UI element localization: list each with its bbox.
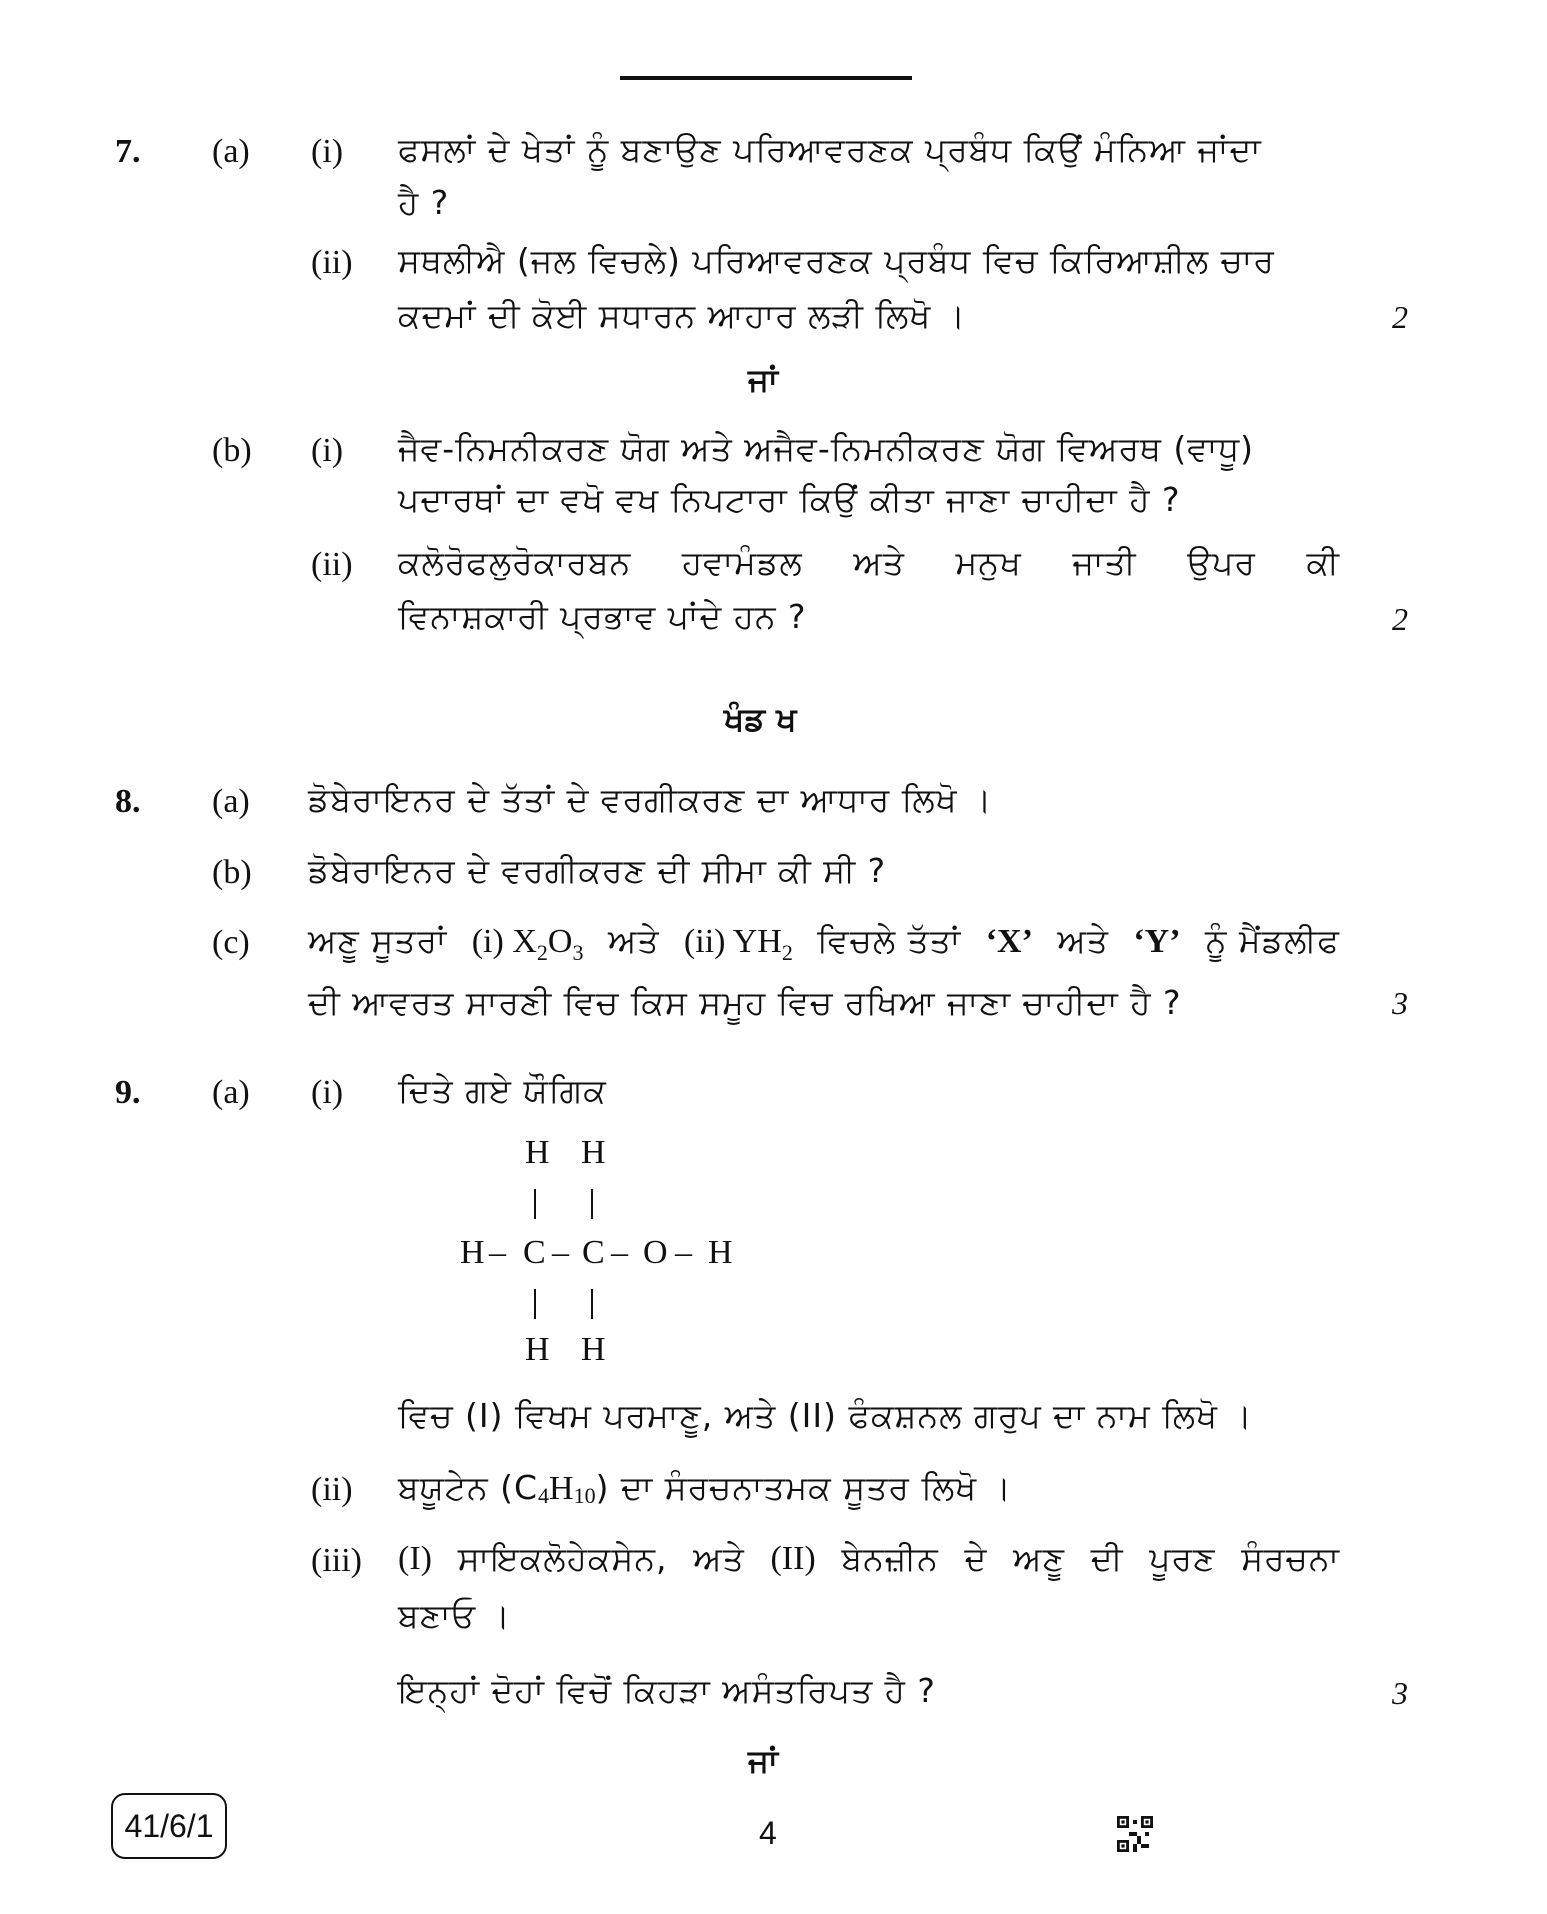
text-segment: ਅਤੇ <box>607 921 660 960</box>
atom-h: H <box>581 1134 606 1171</box>
text-segment: ਵਿਚਲੇ ਤੱਤਾਂ <box>817 921 962 960</box>
formula-yh2: (ii) $YH_2$ <box>683 923 793 965</box>
q7a-marks: 2 <box>1392 299 1408 335</box>
q8-a-text: ਡੋਬੇਰਾਇਨਰ ਦੇ ਤੱਤਾਂ ਦੇ ਵਰਗੀਕਰਣ ਦਾ ਆਧਾਰ ਲਿਖੋ । <box>308 780 993 819</box>
q8-b-text: ਡੋਬੇਰਾਇਨਰ ਦੇ ਵਰਗੀਕਰਣ ਦੀ ਸੀਮਾ ਕੀ ਸੀ ? <box>308 851 887 890</box>
atom-c: C <box>523 1234 546 1271</box>
bond-horizontal: – <box>489 1234 506 1271</box>
question-number-9: 9. <box>115 1074 141 1111</box>
section-heading: ਖੰਡ ਖ <box>724 700 797 738</box>
page-number: 4 <box>759 1815 777 1851</box>
question-number-7: 7. <box>115 133 141 170</box>
word: (II) <box>770 1540 816 1577</box>
word: ਅਤੇ <box>853 543 905 582</box>
word: ਉਪਰ <box>1187 543 1256 582</box>
q7a-i-line2: ਹੈ ? <box>398 183 450 222</box>
word: ਸਾਇਕਲੋਹੇਕਸੇਨ, <box>457 1539 668 1578</box>
q7b-ii-line2: ਵਿਨਾਸ਼ਕਾਰੀ ਪ੍ਰਭਾਵ ਪਾਂਦੇ ਹਨ ? <box>398 597 807 636</box>
element-x: ‘X’ <box>985 923 1033 960</box>
word: ਦੇ <box>964 1539 988 1578</box>
word: (I) <box>398 1540 432 1577</box>
q8-part-b-label: (b) <box>212 854 252 891</box>
text-segment: ਬਯੂਟੇਨ (C <box>398 1468 538 1507</box>
q9a-i-intro: ਦਿਤੇ ਗਏ ਯੌਗਿਕ <box>398 1071 607 1110</box>
q9a-iii-line1 <box>398 1539 1340 1578</box>
bond-vertical <box>534 1289 536 1319</box>
q7b-sub-ii-label: (ii) <box>311 546 353 583</box>
text-segment: ਅਣੂ ਸੂਤਰਾਂ <box>308 921 448 960</box>
bond-horizontal: – <box>675 1234 692 1271</box>
word: ਅਣੂ <box>1013 1539 1065 1578</box>
q7a-sub-ii-label: (ii) <box>311 244 353 281</box>
word: ਅਤੇ <box>693 1539 745 1578</box>
q8-part-c-label: (c) <box>212 924 250 961</box>
word: ਦੀ <box>1090 1539 1124 1578</box>
bond-vertical <box>591 1289 593 1319</box>
text-segment: ਅਤੇ <box>1057 921 1109 960</box>
text-segment: H <box>549 1470 574 1507</box>
text-segment: ) ਦਾ ਸੰਰਚਨਾਤਮਕ ਸੂਤਰ ਲਿਖੋ । <box>595 1468 1012 1507</box>
q8-part-a-label: (a) <box>212 783 250 820</box>
atom-h: H <box>581 1331 606 1368</box>
q8-c-line1 <box>308 921 1340 965</box>
q9a-sub-iii-label: (iii) <box>311 1542 362 1579</box>
q9-marks: 3 <box>1392 1675 1408 1711</box>
bond-horizontal: – <box>552 1234 569 1271</box>
word: ਪੂਰਣ <box>1149 1539 1216 1578</box>
q9a-iii-line2: ਬਣਾਓ । <box>398 1596 511 1635</box>
top-rule <box>620 76 912 80</box>
atom-h: H <box>460 1234 485 1271</box>
q9-part-a-label: (a) <box>212 1074 250 1111</box>
q7b-sub-i-label: (i) <box>311 432 344 469</box>
word: ਬੇਨਜ਼ੀਨ <box>841 1539 939 1578</box>
q7a-ii-line1: ਸਥਲੀਐ (ਜਲ ਵਿਚਲੇ) ਪਰਿਆਵਰਣਕ ਪ੍ਰਬੰਧ ਵਿਚ ਕਿਰਿਆਸ਼ੀਲ ਚਾਰ <box>398 241 1275 280</box>
q9a-i-after: ਵਿਚ (I) ਵਿਖਮ ਪਰਮਾਣੂ, ਅਤੇ (II) ਫੰਕਸ਼ਨਲ ਗਰੁਪ ਦਾ ਨਾਮ ਲਿਖੋ । <box>398 1396 1253 1435</box>
q7b-i-line1: ਜੈਵ-ਨਿਮਨੀਕਰਣ ਯੋਗ ਅਤੇ ਅਜੈਵ-ਨਿਮਨੀਕਰਣ ਯੋਗ ਵਿਅਰਥ (ਵਾਧੂ) <box>398 429 1255 468</box>
atom-h: H <box>525 1134 550 1171</box>
atom-c: C <box>582 1234 605 1271</box>
word: ਕੀ <box>1306 543 1340 582</box>
q9a-sub-ii-label: (ii) <box>311 1471 353 1508</box>
text-segment: ਨੂੰ ਮੈਂਡਲੀਫ <box>1205 921 1340 960</box>
q9a-ii-text <box>398 1468 1012 1509</box>
q7b-marks: 2 <box>1392 601 1408 637</box>
bond-vertical <box>591 1189 593 1219</box>
bond-vertical <box>534 1189 536 1219</box>
atom-h: H <box>525 1331 550 1368</box>
q8-marks: 3 <box>1392 985 1408 1021</box>
word: ਜਾਤੀ <box>1072 543 1137 582</box>
q7a-ii-line2: ਕਦਮਾਂ ਦੀ ਕੋਈ ਸਧਾਰਨ ਆਹਾਰ ਲੜੀ ਲਿਖੋ । <box>398 296 966 335</box>
element-y: ‘Y’ <box>1133 923 1181 960</box>
q7-part-b-label: (b) <box>212 432 252 469</box>
q7b-ii-line1 <box>398 543 1340 582</box>
word: ਕਲੋਰੋਫਲੁਰੋਕਾਰਬਨ <box>398 543 632 582</box>
question-number-8: 8. <box>115 783 141 820</box>
q7a-i-line1: ਫਸਲਾਂ ਦੇ ਖੇਤਾਂ ਨੂੰ ਬਣਾਉਣ ਪਰਿਆਵਰਣਕ ਪ੍ਰਬੰਧ ਕਿਉਂ ਮੰਨਿਆ ਜਾਂਦਾ <box>398 130 1262 169</box>
q7b-i-line2: ਪਦਾਰਥਾਂ ਦਾ ਵਖੋ ਵਖ ਨਿਪਟਾਰਾ ਕਿਉਂ ਕੀਤਾ ਜਾਣਾ ਚਾਹੀਦਾ ਹੈ ? <box>398 480 1181 519</box>
or-divider: ਜਾਂ <box>748 361 778 399</box>
bond-horizontal: – <box>611 1234 628 1271</box>
q7a-sub-i-label: (i) <box>311 133 344 170</box>
atom-h: H <box>708 1234 733 1271</box>
subscript: 4 <box>538 1483 549 1509</box>
atom-o: O <box>643 1234 668 1271</box>
qr-code-icon <box>1117 1816 1153 1852</box>
paper-code: 41/6/1 <box>124 1808 214 1844</box>
q7-part-a-label: (a) <box>212 133 250 170</box>
paper-code-badge <box>111 1793 227 1859</box>
word: ਸੰਰਚਨਾ <box>1241 1539 1340 1578</box>
q8-c-line2: ਦੀ ਆਵਰਤ ਸਾਰਣੀ ਵਿਚ ਕਿਸ ਸਮੂਹ ਵਿਚ ਰਖਿਆ ਜਾਣਾ ਚਾਹੀਦਾ ਹੈ ? <box>308 983 1182 1022</box>
formula-x2o3: (i) $X_2O_3$ <box>471 923 584 965</box>
word: ਮਨੁਖ <box>955 543 1022 582</box>
or-divider: ਜਾਂ <box>748 1742 778 1780</box>
q9a-iii-line3: ਇਨ੍ਹਾਂ ਦੋਹਾਂ ਵਿਚੋਂ ਕਿਹੜਾ ਅਸੰਤਰਿਪਤ ਹੈ ? <box>398 1671 936 1710</box>
subscript: 10 <box>573 1483 596 1509</box>
q9a-sub-i-label: (i) <box>311 1074 344 1111</box>
word: ਹਵਾਮੰਡਲ <box>681 543 803 582</box>
